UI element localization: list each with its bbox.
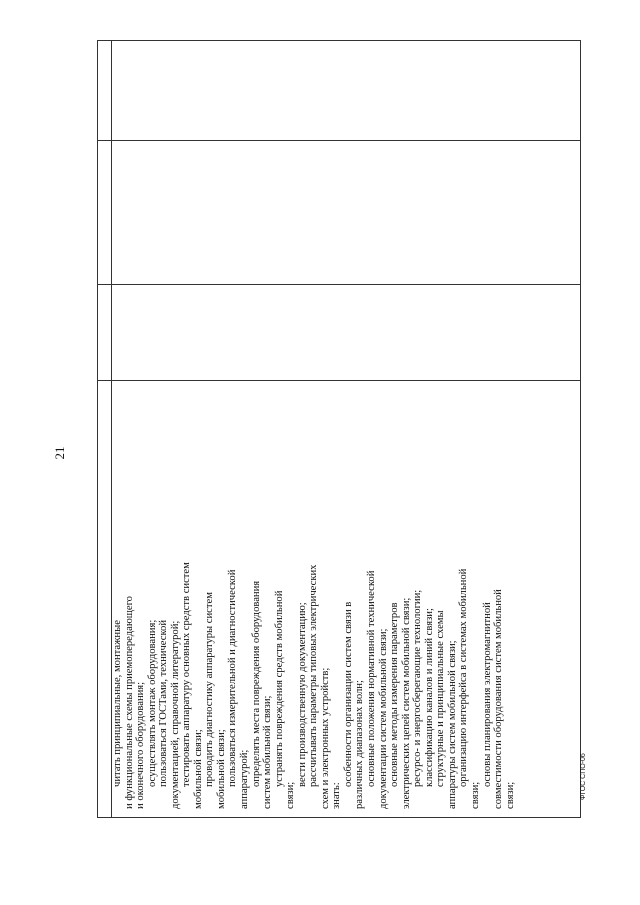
cell-line: различных диапазонах волн; bbox=[354, 680, 366, 809]
cell-line: особенности организации систем связи в bbox=[342, 601, 354, 787]
cell-line: совместимости оборудования систем мобильной bbox=[493, 589, 505, 809]
cell-line: аппаратурой; bbox=[239, 749, 251, 809]
table-row-divider bbox=[98, 140, 580, 141]
cell-line: проводить диагностику аппаратуры систем bbox=[204, 592, 216, 787]
cell-line: осуществлять монтаж оборудования; bbox=[146, 619, 158, 787]
cell-line: и оконечного оборудования; bbox=[135, 681, 147, 809]
cell-line: и функциональные схемы приемопередающего bbox=[123, 596, 135, 809]
cell-line: мобильной связи; bbox=[215, 729, 227, 809]
cell-line: пользоваться ГОСТами, технической bbox=[158, 619, 170, 787]
cell-line: основы планирования электромагнитной bbox=[481, 602, 493, 787]
cell-line: аппаратуры систем мобильной связи; bbox=[446, 640, 458, 809]
cell-line: вести производственную документацию; bbox=[296, 602, 308, 787]
cell-line: читать принципиальные, монтажные bbox=[112, 620, 123, 787]
cell-line: устранять повреждения средств мобильной bbox=[273, 590, 285, 787]
cell-line: документации систем мобильной связи; bbox=[377, 628, 389, 809]
cell-line: мобильной связи; bbox=[192, 729, 204, 809]
table-row-divider bbox=[98, 380, 580, 381]
cell-line: структурные и принципиальные схемы bbox=[435, 610, 447, 787]
cell-line: связи; bbox=[285, 781, 297, 809]
cell-line: тестировать аппаратуру основных средств систем bbox=[181, 562, 193, 787]
cell-line: систем мобильной связи; bbox=[262, 695, 274, 809]
requirements-text bbox=[110, 463, 518, 813]
cell-line: знать: bbox=[331, 782, 343, 809]
cell-line: основные методы измерения параметров bbox=[389, 602, 401, 787]
cell-line: связи; bbox=[469, 781, 481, 809]
cell-line: документацией, справочной литературой; bbox=[169, 620, 181, 809]
cell-line: ресурсо- и энергосберегающие технологии; bbox=[412, 589, 424, 787]
page-number: 21 bbox=[52, 446, 67, 460]
cell-line: связи; bbox=[504, 781, 516, 809]
cell-line: рассчитывать параметры типовых электрических bbox=[308, 564, 320, 787]
table-row-divider bbox=[98, 284, 580, 285]
cell-line: схем и электронных устройств; bbox=[319, 667, 331, 809]
document-code: ФГОС СПО-06 bbox=[580, 753, 587, 800]
cell-line: основные положения нормативной технической bbox=[366, 570, 378, 787]
cell-line: пользоваться измерительной и диагностической bbox=[227, 569, 239, 787]
cell-line: определять места повреждения оборудования bbox=[250, 580, 262, 787]
requirements-cell bbox=[110, 463, 580, 813]
cell-line: электрических цепей систем мобильной связи; bbox=[400, 597, 412, 809]
cell-line: организацию интерфейса в системах мобильной bbox=[458, 568, 470, 787]
cell-line: классификацию каналов и линий связи; bbox=[423, 608, 435, 787]
